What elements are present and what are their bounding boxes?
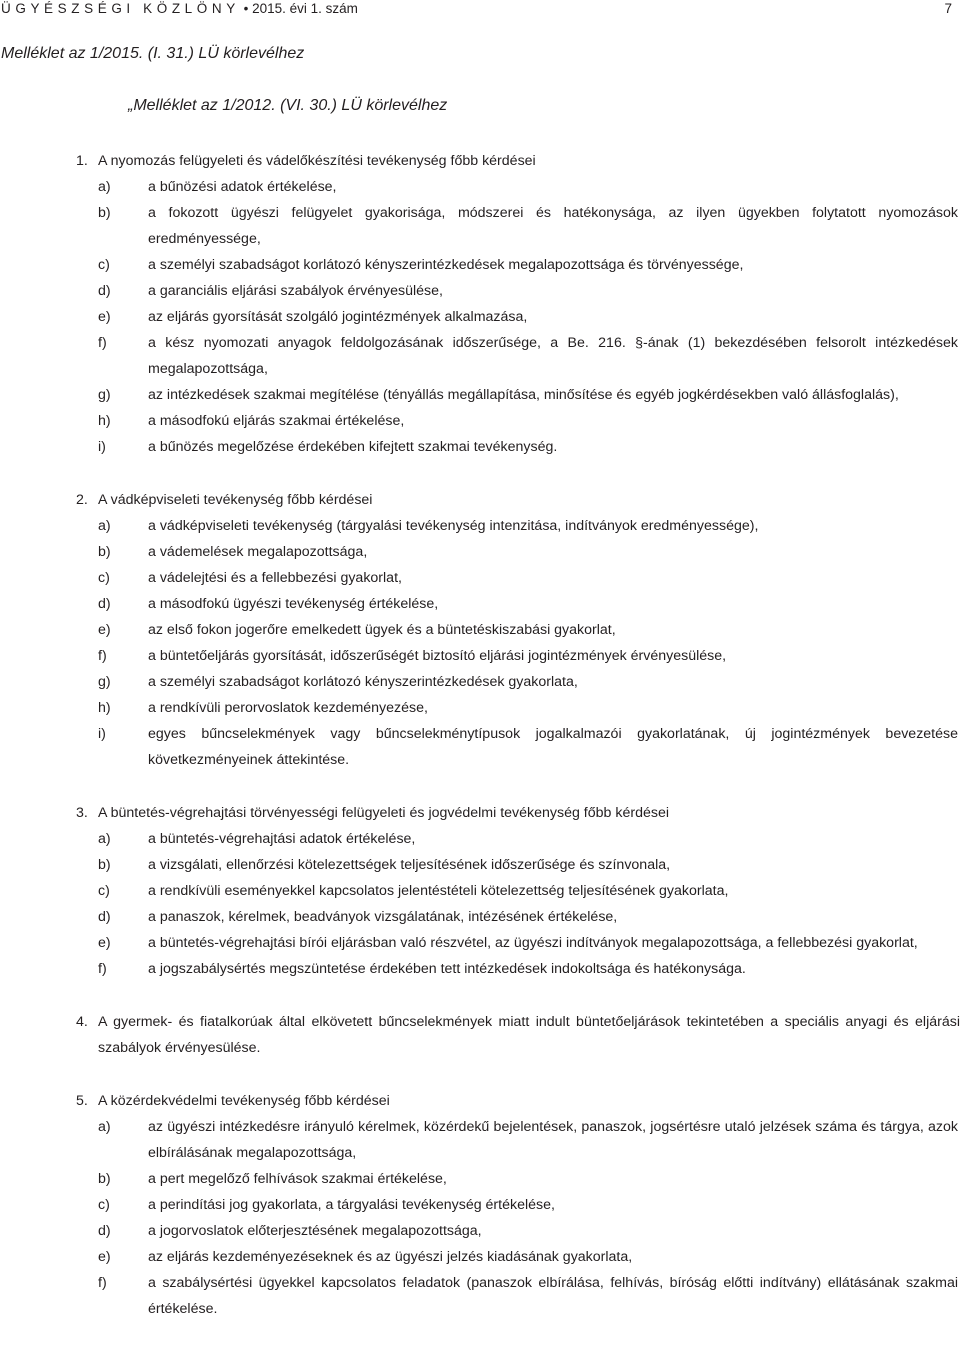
- section: [0, 1009, 960, 1061]
- list-item: [0, 1166, 960, 1192]
- item-letter: f): [98, 335, 107, 351]
- list-item: [0, 695, 960, 721]
- list-item: [0, 174, 960, 200]
- item-text: a bűnözési adatok értékelése,: [148, 179, 337, 195]
- issue-label: 2015. évi 1. szám: [252, 1, 358, 16]
- section-heading: [0, 487, 960, 513]
- list-item: [0, 643, 960, 669]
- item-letter: d): [98, 283, 111, 299]
- section-heading: [0, 148, 960, 174]
- item-text: a jogorvoslatok előterjesztésének megalapozottsága,: [148, 1223, 482, 1239]
- item-letter: a): [98, 179, 111, 195]
- item-text: a rendkívüli eseményekkel kapcsolatos jelentéstételi kötelezettség teljesítésének gyakorlata,: [148, 883, 729, 899]
- section: [0, 148, 960, 460]
- header-separator: •: [243, 1, 253, 16]
- item-letter: b): [98, 544, 111, 560]
- item-text: egyes bűncselekmények vagy bűncselekménytípusok jogalkalmazói gyakorlatának, új jogintézmények bevezetése következményeinek áttekintése.: [148, 726, 958, 768]
- section-number: 3.: [76, 805, 88, 821]
- item-letter: e): [98, 622, 111, 638]
- item-letter: h): [98, 700, 111, 716]
- list-item: [0, 1244, 960, 1270]
- item-text: a vádemelések megalapozottsága,: [148, 544, 368, 560]
- section-number: 1.: [76, 153, 88, 169]
- list-item: [0, 721, 960, 773]
- section-number: 5.: [76, 1093, 88, 1109]
- list-item: [0, 330, 960, 382]
- list-item: [0, 826, 960, 852]
- item-letter: f): [98, 961, 107, 977]
- section-number: 4.: [76, 1014, 88, 1030]
- item-text: az eljárás kezdeményezéseknek és az ügyészi jelzés kiadásának gyakorlata,: [148, 1249, 633, 1265]
- list-item: [0, 252, 960, 278]
- item-letter: h): [98, 413, 111, 429]
- item-letter: c): [98, 883, 110, 899]
- section-title: A nyomozás felügyeleti és vádelőkészítési tevékenység főbb kérdései: [98, 153, 536, 169]
- item-letter: d): [98, 909, 111, 925]
- item-letter: e): [98, 1249, 111, 1265]
- item-letter: a): [98, 1119, 111, 1135]
- item-text: a büntetés-végrehajtási bírói eljárásban való részvétel, az ügyészi indítványok megalapozottsága, a fellebbezési gyakorlat,: [148, 935, 918, 951]
- item-letter: c): [98, 570, 110, 586]
- list-item: [0, 669, 960, 695]
- item-text: a rendkívüli perorvoslatok kezdeményezése,: [148, 700, 428, 716]
- running-title: [1, 1, 358, 17]
- list-item: [0, 1114, 960, 1166]
- item-text: a kész nyomozati anyagok feldolgozásának időszerűsége, a Be. 216. §-ának (1) bekezdésében felsorolt intézkedések megalapozottsága,: [148, 335, 958, 377]
- journal-name: ÜGYÉSZSÉGI KÖZLÖNY: [1, 1, 240, 16]
- section-title: A gyermek- és fiatalkorúak által elkövetett bűncselekmények miatt indult büntetőeljárások tekintetében a speciális anyagi és eljárási szabályok érvényesülése.: [98, 1014, 960, 1056]
- item-text: a perindítási jog gyakorlata, a tárgyalási tevékenység értékelése,: [148, 1197, 555, 1213]
- list-item: [0, 434, 960, 460]
- list-item: [0, 1218, 960, 1244]
- item-text: a bűnözés megelőzése érdekében kifejtett szakmai tevékenység.: [148, 439, 558, 455]
- section: [0, 487, 960, 773]
- item-letter: d): [98, 596, 111, 612]
- item-text: az intézkedések szakmai megítélése (tényállás megállapítása, minősítése és egyéb jogkérdésekben való állásfoglalás),: [148, 387, 899, 403]
- item-letter: c): [98, 1197, 110, 1213]
- list-item: [0, 1192, 960, 1218]
- list-item: [0, 591, 960, 617]
- item-letter: i): [98, 439, 106, 455]
- section-heading: [0, 800, 960, 826]
- item-text: a fokozott ügyészi felügyelet gyakorisága, módszerei és hatékonysága, az ilyen ügyekben folytatott nyomozások eredményessége,: [148, 205, 958, 247]
- list-item: [0, 200, 960, 252]
- list-item: [0, 852, 960, 878]
- list-item: [0, 565, 960, 591]
- item-text: a pert megelőző felhívások szakmai értékelése,: [148, 1171, 447, 1187]
- item-letter: g): [98, 674, 111, 690]
- section-heading: [0, 1009, 960, 1061]
- document-body: [0, 148, 960, 1349]
- attachment-title: Melléklet az 1/2015. (I. 31.) LÜ körlevélhez: [1, 45, 305, 62]
- item-text: a vizsgálati, ellenőrzési kötelezettségek teljesítésének időszerűsége és színvonala,: [148, 857, 671, 873]
- item-text: a vádképviseleti tevékenység (tárgyalási tevékenység intenzitása, indítványok eredményessége),: [148, 518, 759, 534]
- item-text: a büntetőeljárás gyorsítását, időszerűségét biztosító eljárási jogintézmények érvényesülése,: [148, 648, 727, 664]
- item-text: az eljárás gyorsítását szolgáló jogintézmények alkalmazása,: [148, 309, 528, 325]
- list-item: [0, 878, 960, 904]
- item-letter: b): [98, 857, 111, 873]
- page-header: [0, 0, 952, 20]
- item-letter: b): [98, 1171, 111, 1187]
- item-text: a vádelejtési és a fellebbezési gyakorlat,: [148, 570, 402, 586]
- item-letter: c): [98, 257, 110, 273]
- item-letter: a): [98, 518, 111, 534]
- list-item: [0, 304, 960, 330]
- list-item: [0, 539, 960, 565]
- item-text: a garanciális eljárási szabályok érvényesülése,: [148, 283, 443, 299]
- item-text: a szabálysértési ügyekkel kapcsolatos feladatok (panaszok elbírálása, felhívás, bíróság előtti indítvány) ellátásának szakmai értékelése.: [148, 1275, 958, 1317]
- item-text: a panaszok, kérelmek, beadványok vizsgálatának, intézésének értékelése,: [148, 909, 618, 925]
- section: [0, 1088, 960, 1322]
- item-text: az első fokon jogerőre emelkedett ügyek és a büntetéskiszabási gyakorlat,: [148, 622, 616, 638]
- item-text: az ügyészi intézkedésre irányuló kérelmek, közérdekű bejelentések, panaszok, jogsértésre utaló jelzések száma és tárgya, azok elbírálásának megalapozottsága,: [148, 1119, 958, 1161]
- section: [0, 800, 960, 982]
- item-text: a büntetés-végrehajtási adatok értékelése,: [148, 831, 416, 847]
- list-item: [0, 513, 960, 539]
- section-title: A vádképviseleti tevékenység főbb kérdései: [98, 492, 373, 508]
- item-letter: f): [98, 1275, 107, 1291]
- item-letter: a): [98, 831, 111, 847]
- page-number: 7: [944, 1, 952, 16]
- item-letter: g): [98, 387, 111, 403]
- section-heading: [0, 1088, 960, 1114]
- item-text: a jogszabálysértés megszüntetése érdekében tett intézkedések indokoltsága és hatékonysága.: [148, 961, 746, 977]
- item-letter: i): [98, 726, 106, 742]
- list-item: [0, 1270, 960, 1322]
- item-letter: b): [98, 205, 111, 221]
- list-item: [0, 382, 960, 408]
- item-letter: d): [98, 1223, 111, 1239]
- list-item: [0, 408, 960, 434]
- item-letter: e): [98, 935, 111, 951]
- item-text: a személyi szabadságot korlátozó kényszerintézkedések megalapozottsága és törvényessége,: [148, 257, 744, 273]
- item-letter: f): [98, 648, 107, 664]
- item-text: a személyi szabadságot korlátozó kényszerintézkedések gyakorlata,: [148, 674, 578, 690]
- section-title: A közérdekvédelmi tevékenység főbb kérdései: [98, 1093, 390, 1109]
- list-item: [0, 904, 960, 930]
- list-item: [0, 278, 960, 304]
- item-text: a másodfokú ügyészi tevékenység értékelése,: [148, 596, 439, 612]
- list-item: [0, 617, 960, 643]
- list-item: [0, 930, 960, 956]
- item-letter: e): [98, 309, 111, 325]
- attachment-subtitle: „Melléklet az 1/2012. (VI. 30.) LÜ körlevélhez: [128, 97, 448, 114]
- section-number: 2.: [76, 492, 88, 508]
- list-item: [0, 956, 960, 982]
- item-text: a másodfokú eljárás szakmai értékelése,: [148, 413, 405, 429]
- section-title: A büntetés-végrehajtási törvényességi felügyeleti és jogvédelmi tevékenység főbb kérdései: [98, 805, 669, 821]
